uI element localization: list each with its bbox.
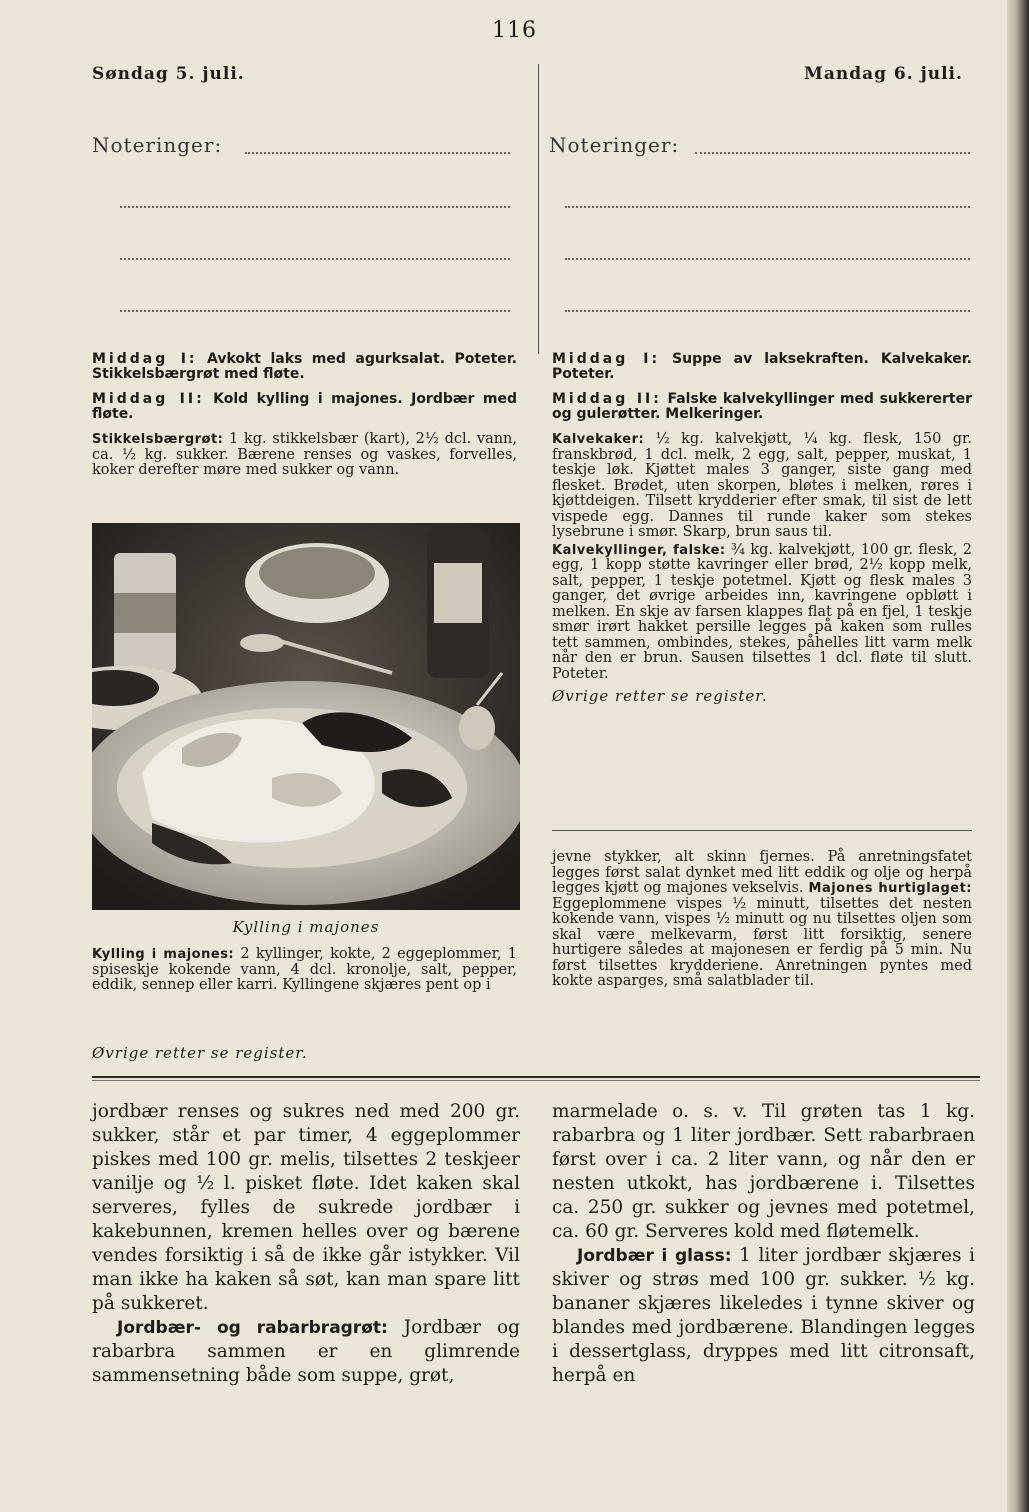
bottom-right-para-2 xyxy=(552,1244,975,1388)
right-dinner-2 xyxy=(552,392,972,422)
right-note-line-4 xyxy=(565,310,970,312)
left-day-title: Søndag 5. juli. xyxy=(92,64,245,84)
left-recipe2-title: Kylling i majones: xyxy=(92,947,235,962)
left-note-line-1 xyxy=(245,152,510,154)
column-divider xyxy=(538,64,539,354)
right-note-line-1 xyxy=(695,152,970,154)
right-dinner1-text: Suppe av laksekraften. Kalvekaker. Poteter. xyxy=(552,351,972,382)
right-cont-text-a: jevne stykker, alt skinn fjernes. På anretningsfatet legges først salat dynket med litt eddik og olje og herpå legges kjøtt og majones vekselvis. xyxy=(552,849,972,896)
right-menu-block xyxy=(552,352,972,712)
photo-illustration xyxy=(92,523,520,910)
right-dinner-1 xyxy=(552,352,972,382)
left-notes-label: Noteringer: xyxy=(92,133,223,157)
left-recipe1-text: 1 kg. stikkelsbær (kart), 2½ dcl. vann, ca. ½ kg. sukker. Bærene renses og vaskes, forvelles, koker derefter møre med sukker og vann. xyxy=(92,431,518,478)
right-cont-text-b: Eggeplommene vispes ½ minutt, tilsettes det nesten kokende vann, vispes ½ minutt og nu tilsettes oljen som skal være melkevarm, først litt forsiktig, senere hurtigere således at majonesen er ferdig på 5 min. Nu først tilsettes krydderiene. Anretningen pyntes med kokte asparges, små salatblader til. xyxy=(552,895,972,989)
left-dinner-2 xyxy=(92,392,517,422)
bottom-right-title-2: Jordbær i glass: xyxy=(577,1246,732,1266)
bottom-left-para-2 xyxy=(92,1316,520,1388)
left-recipe1-title: Stikkelsbærgrøt: xyxy=(92,432,224,447)
bottom-left-title-2: Jordbær- og rabarbragrøt: xyxy=(117,1318,388,1338)
right-section-rule xyxy=(552,830,972,831)
left-recipe-2-block xyxy=(92,947,517,1001)
left-recipe-1 xyxy=(92,432,517,479)
bottom-left-text-2: Jordbær og rabarbra sammen er en glimrende sammensetning både som suppe, grøt, xyxy=(92,1317,520,1386)
section-divider xyxy=(92,1076,980,1078)
right-recipe2-text: ¾ kg. kalvekjøtt, 100 gr. flesk, 2 egg, 1 kopp støtte kavringer eller brød, 2½ kopp melk, salt, pepper, 1 teskje potetmel. Kjøtt og flesk males 3 ganger, det øvrige arbeides inn, kavringene opbløtt i melken. En skje av farsen klappes flat på en fjel, 1 teskje smør irørt hakket persille legges på kaken som rulles tett sammen, ombindes, stekes, påhelles litt varm melk når den er brun. Sausen tilsettes 1 dcl. fløte til slutt. Poteter. xyxy=(552,541,973,682)
page-edge xyxy=(1007,0,1029,1512)
right-note-line-2 xyxy=(565,206,970,208)
right-continued-block xyxy=(552,850,972,997)
left-note-line-3 xyxy=(120,258,510,260)
right-recipe1-title: Kalvekaker: xyxy=(552,432,645,447)
bottom-right-block xyxy=(552,1100,975,1388)
right-recipe-1 xyxy=(552,432,972,541)
left-recipe-2 xyxy=(92,947,517,994)
right-footer: Øvrige retter se register. xyxy=(552,687,768,705)
bottom-right-text-1: marmelade o. s. v. Til grøten tas 1 kg. rabarbra og 1 liter jordbær. Sett rabarbraen først over i ca. 2 liter vann, og når den er nesten utkokt, has jordbærene i. Tilsettes ca. 250 gr. sukker og jevnes med potetmel, ca. 60 gr. Serveres kold med fløtemelk. xyxy=(552,1101,975,1242)
right-recipe-2 xyxy=(552,543,972,683)
left-dinner2-label: Middag II: xyxy=(92,391,205,407)
right-cont-title: Majones hurtiglaget: xyxy=(808,881,973,896)
left-dinner2-text: Kold kylling i majones. Jordbær med fløte. xyxy=(92,391,517,422)
right-note-line-3 xyxy=(565,258,970,260)
left-dinner1-label: Middag I: xyxy=(92,351,198,367)
left-footer: Øvrige retter se register. xyxy=(92,1044,308,1062)
left-dinner-1 xyxy=(92,352,517,382)
photo-caption: Kylling i majones xyxy=(232,918,380,936)
left-dinner1-text: Avkokt laks med agurksalat. Poteter. Stikkelsbærgrøt med fløte. xyxy=(92,351,517,382)
left-note-line-2 xyxy=(120,206,510,208)
left-note-line-4 xyxy=(120,310,510,312)
photo-kylling-i-majones xyxy=(92,523,520,910)
page-number: 116 xyxy=(492,18,537,43)
left-menu-block xyxy=(92,352,517,486)
right-day-title: Mandag 6. juli. xyxy=(804,64,963,84)
right-recipe2-title: Kalvekyllinger, falske: xyxy=(552,542,726,558)
bottom-left-text-1: jordbær renses og sukres ned med 200 gr. sukker, står et par timer, 4 eggeplommer piskes med 100 gr. melis, tilsettes 2 teskjeer vanilje og ½ l. pisket fløte. Idet kaken skal serveres, fylles de sukrede jordbær i kakebunnen, kremen helles over og bærene vendes forsiktig i så de ikke går istykker. Vil man ikke ha kaken så søt, kan man spare litt på sukkeret. xyxy=(92,1101,520,1314)
bottom-right-text-2: 1 liter jordbær skjæres i skiver og strøs med 100 gr. sukker. ½ kg. bananer skjæres likeledes i tynne skiver og blandes med jordbærene. Blandingen legges i dessertglass, dryppes med litt citronsaft, herpå en xyxy=(552,1245,975,1386)
right-recipe1-text: ½ kg. kalvekjøtt, ¼ kg. flesk, 150 gr. franskbrød, 1 dcl. melk, 2 egg, salt, pepper, muskat, 1 teskje løk. Kjøttet males 3 ganger, siste gang med flesket. Brødet, uten skorpen, bløtes i melken, røres i kjøttdeigen. Tilsett krydderier efter smak, til sist de lett vispede egg. Dannes til runde kaker som stekes lysebrune i smør. Skarp, brun saus til. xyxy=(552,431,973,540)
section-divider-thin xyxy=(92,1080,980,1081)
right-notes-label: Noteringer: xyxy=(549,133,680,157)
right-continued-text xyxy=(552,850,972,990)
left-recipe2-text: 2 kyllinger, kokte, 2 eggeplommer, 1 spiseskje kokende vann, 4 dcl. kronolje, salt, pepper, eddik, sennep eller karri. Kyllingene skjæres pent op i xyxy=(92,946,518,993)
right-dinner1-label: Middag I: xyxy=(552,351,661,367)
right-dinner2-text: Falske kalvekyllinger med sukkererter og gulerøtter. Melkeringer. xyxy=(552,391,972,422)
bottom-left-block xyxy=(92,1100,520,1388)
right-dinner2-label: Middag II: xyxy=(552,391,662,407)
